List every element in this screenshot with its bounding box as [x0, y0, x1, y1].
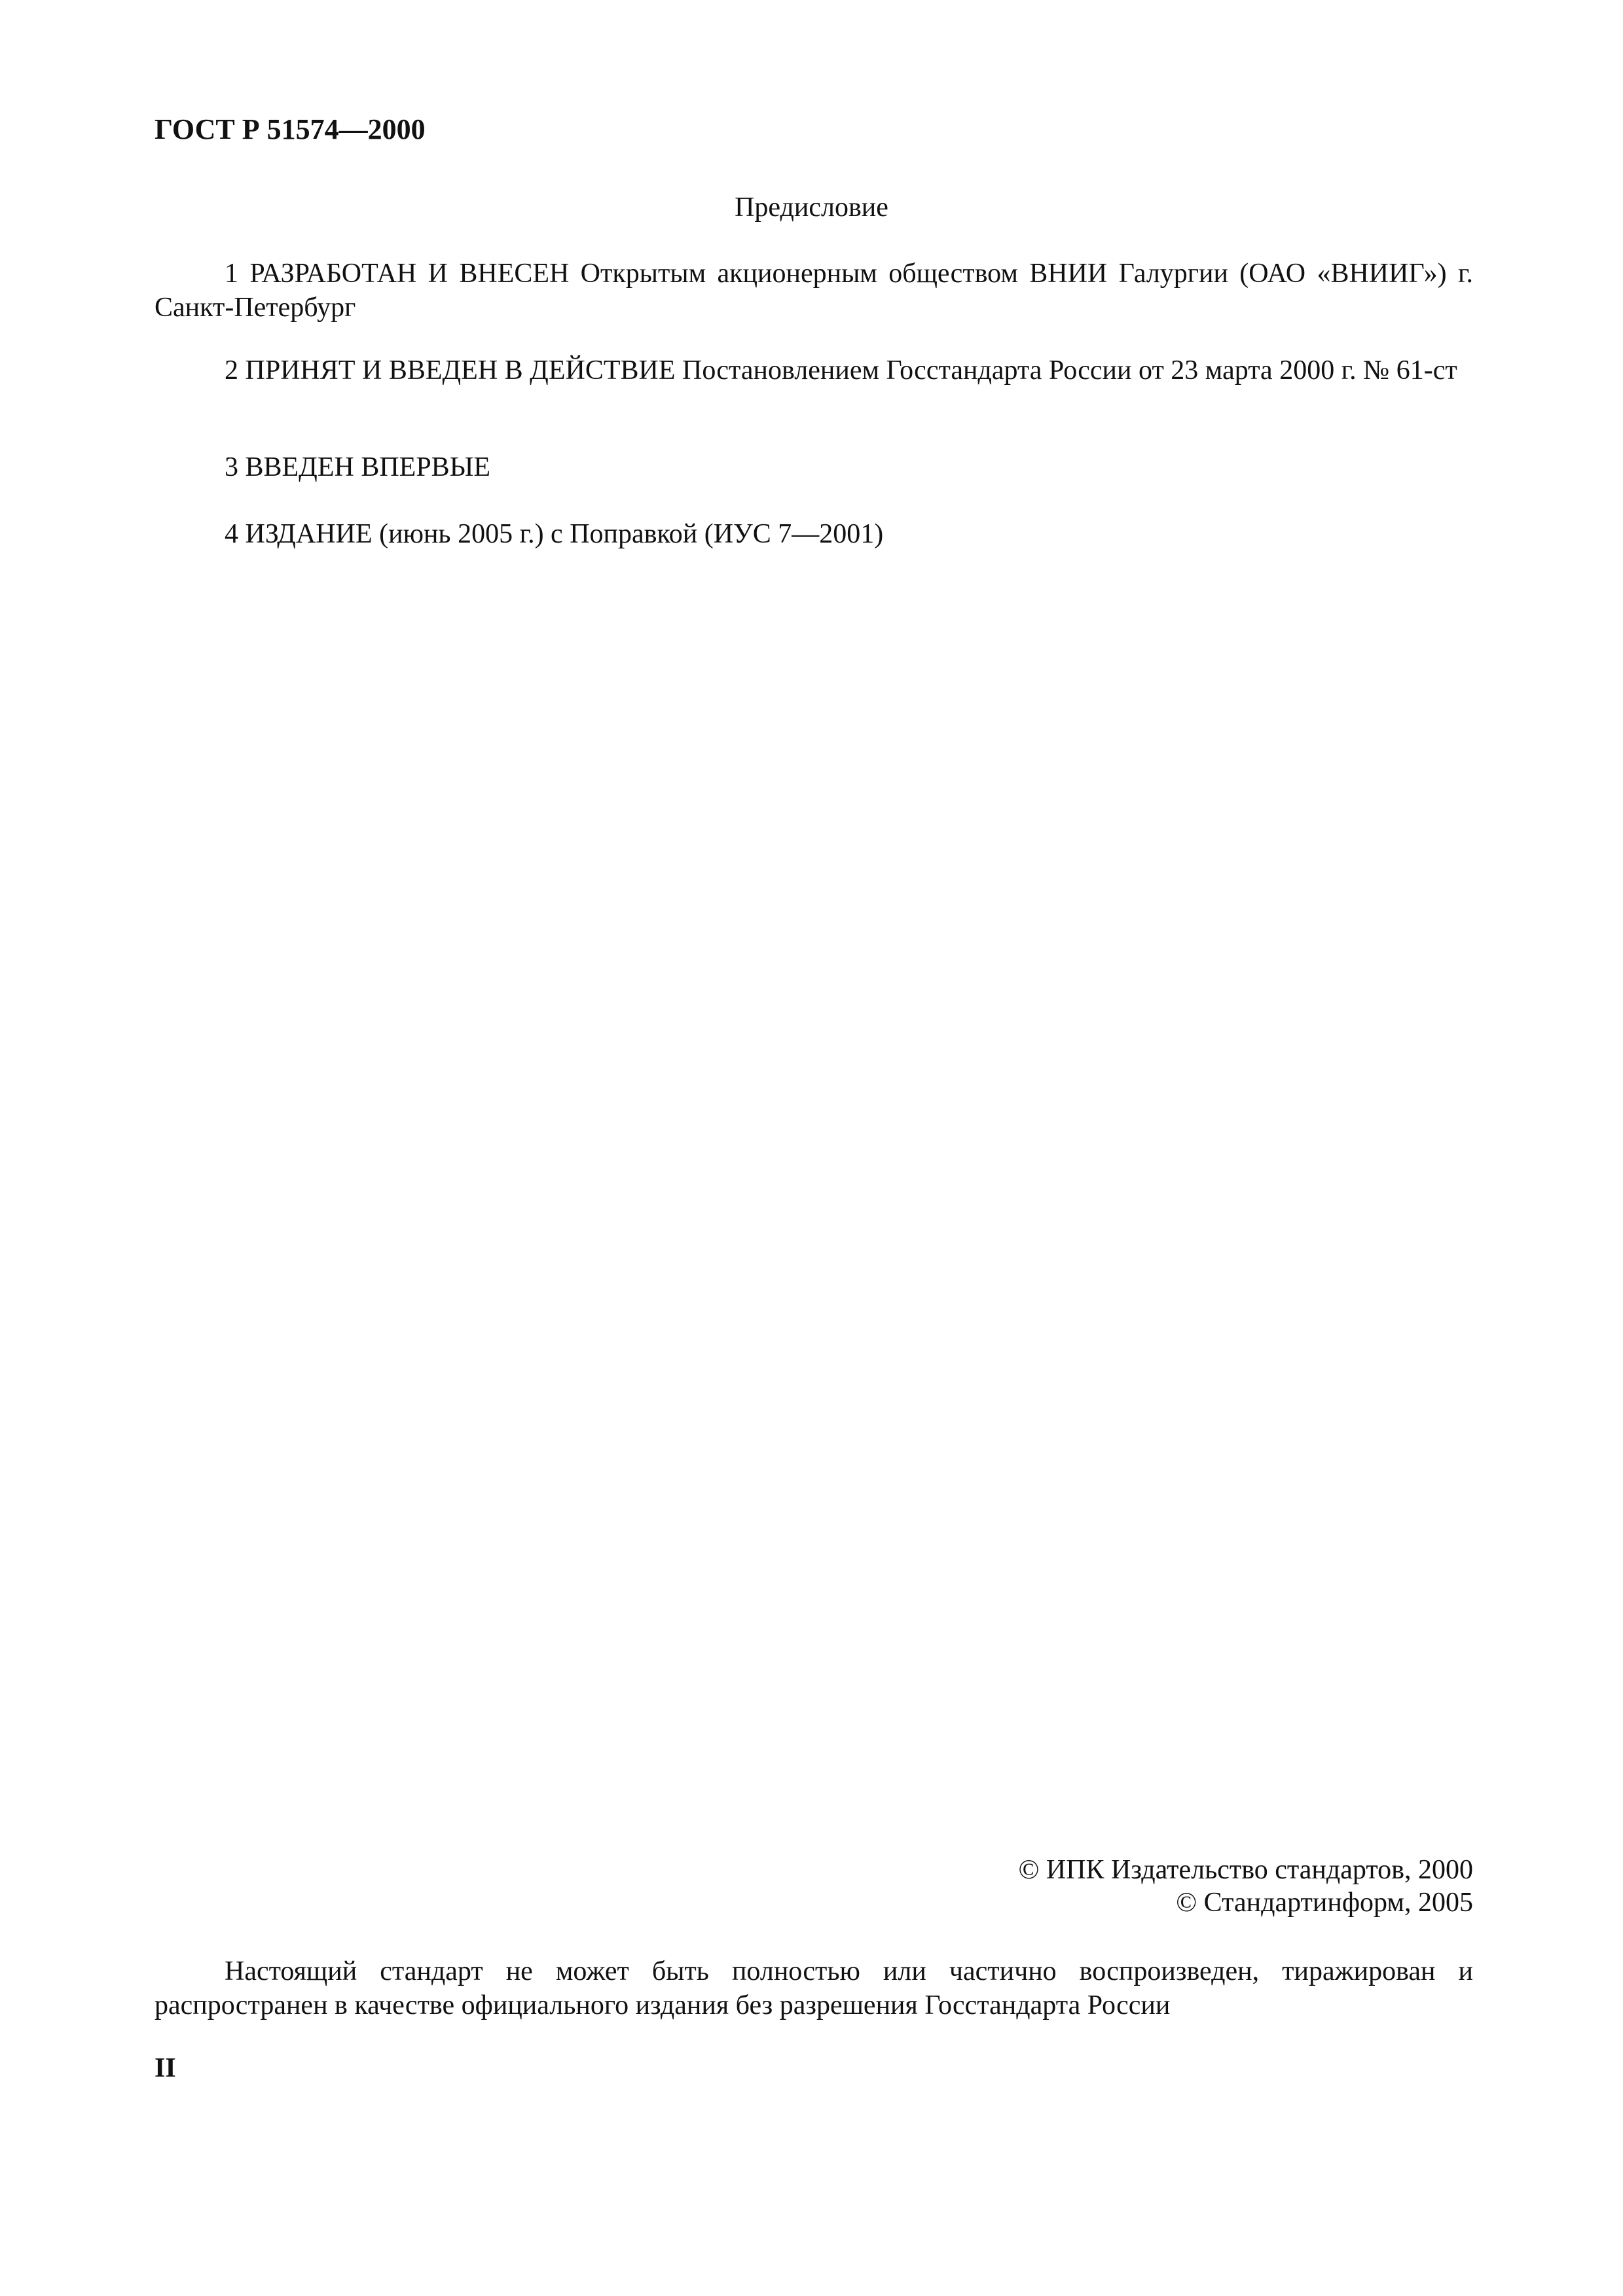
paragraph-developed: 1 РАЗРАБОТАН И ВНЕСЕН Открытым акционерным обществом ВНИИ Галургии (ОАО «ВНИИГ») г. Санкт-Петербург [155, 259, 1473, 323]
reproduction-notice: Настоящий стандарт не может быть полностью или частично воспроизведен, тиражирован и распространен в качестве официального издания без разрешения Госстандарта России [155, 1956, 1473, 2020]
section-title: Предисловие [735, 192, 888, 223]
paragraph-edition: 4 ИЗДАНИЕ (июнь 2005 г.) с Поправкой (ИУС 7—2001) [225, 519, 884, 549]
paragraph-adopted: 2 ПРИНЯТ И ВВЕДЕН В ДЕЙСТВИЕ Постановлением Госстандарта России от 23 марта 2000 г. № 61-ст [225, 355, 1457, 386]
copyright-line-1: © ИПК Издательство стандартов, 2000 [1018, 1855, 1473, 1885]
document-code-header: ГОСТ Р 51574—2000 [155, 113, 426, 145]
page-number: II [155, 2053, 176, 2083]
copyright-line-2: © Стандартинформ, 2005 [1176, 1888, 1473, 1918]
paragraph-introduced: 3 ВВЕДЕН ВПЕРВЫЕ [225, 452, 490, 482]
copyright-block [1018, 1854, 1473, 1919]
